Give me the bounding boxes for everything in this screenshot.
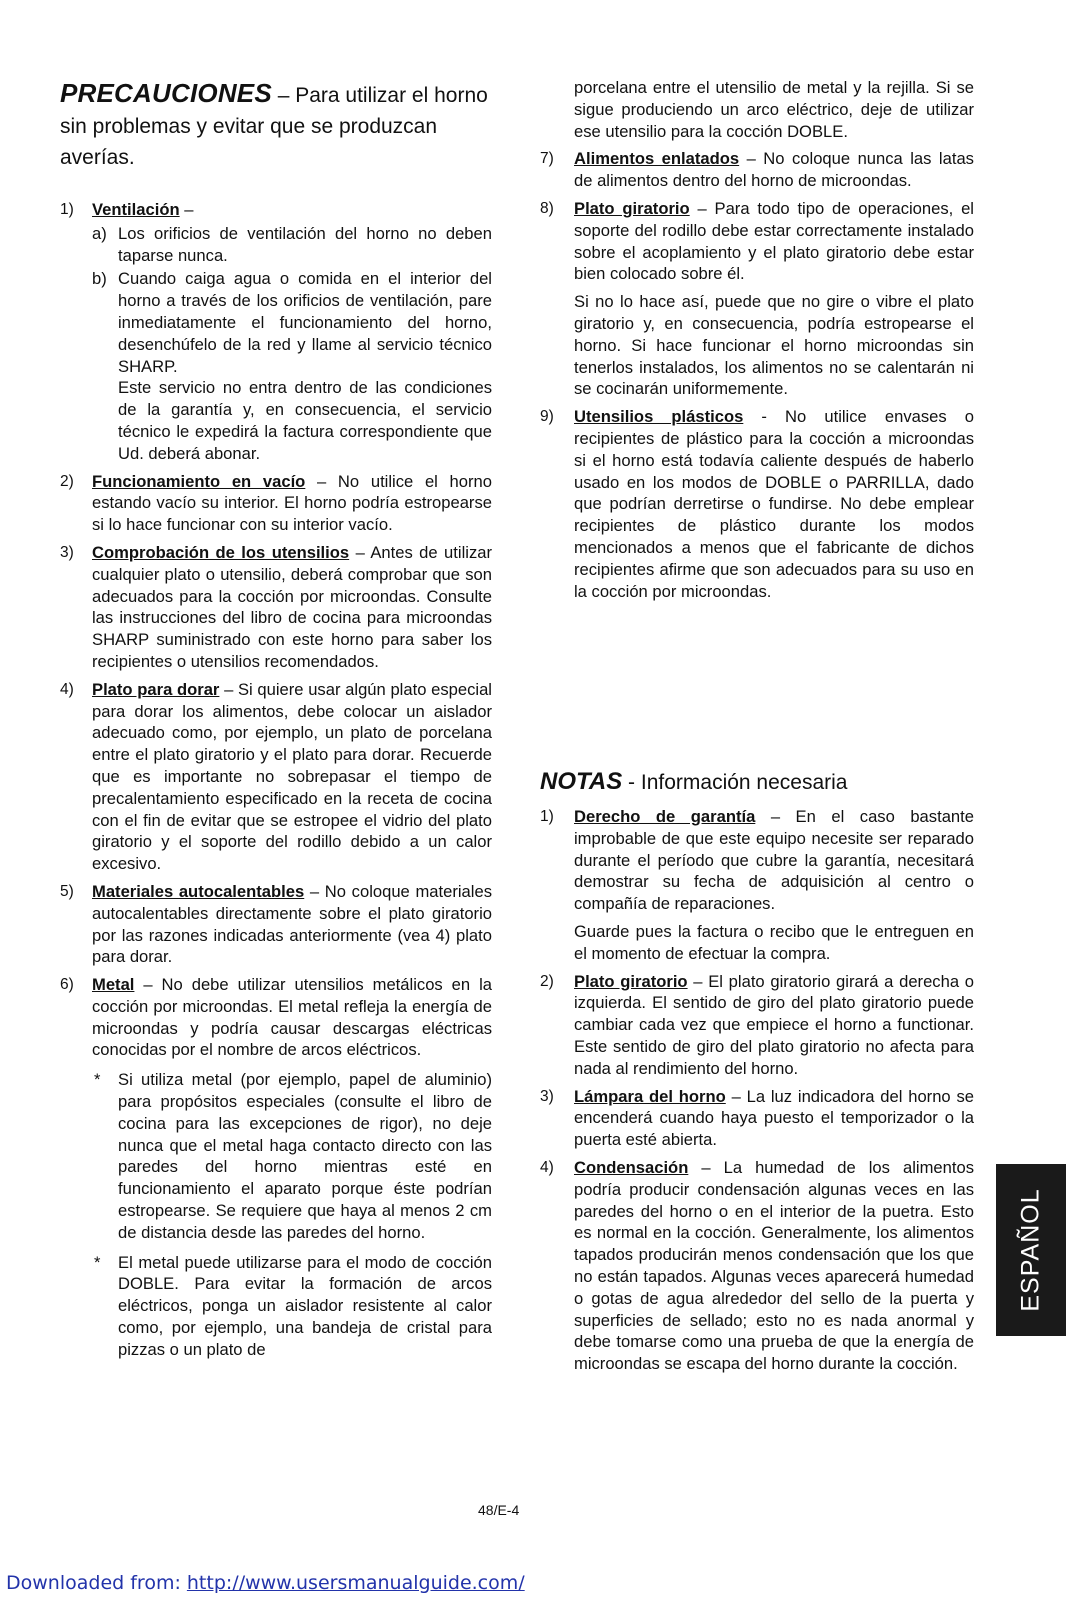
- item-text: –: [179, 200, 194, 219]
- list-item-condensacion: [540, 1157, 974, 1375]
- list-item-comprobacion: [60, 542, 492, 673]
- item-text: – Para todo tipo de operaciones, el soporte del rodillo debe estar correctamente instalado sobre el acoplamiento y el plato giratorio debe estar bien colocado sobre él.: [574, 198, 974, 284]
- item-number: 2): [540, 972, 554, 990]
- item-number: 5): [60, 882, 74, 900]
- item-number: 1): [60, 201, 74, 218]
- item-term: Plato para dorar: [92, 679, 220, 699]
- subitem-extra: Este servicio no entra dentro de las condiciones de la garantía y, en consecuencia, el servicio técnico le expedirá la factura correspondiente que Ud. deberá abonar.: [118, 378, 492, 463]
- list-item-plato-giratorio-notas: [540, 971, 974, 1080]
- precauciones-list-right: [540, 77, 974, 608]
- item-term: Plato giratorio: [574, 971, 688, 991]
- bullet-text: Si utiliza metal (por ejemplo, papel de aluminio) para propósitos especiales (consulte el libro de cocina para las excepciones de rigor), no deje nunca que el metal haga contacto directo con las paredes del horno mientras esté en funcionamiento el aparato porque éste podrían estropearse. Se requiere que haya al menos 2 cm de distancia desde las paredes del horno.: [118, 1070, 492, 1242]
- item-number: 3): [540, 1087, 554, 1105]
- item-text: – No coloque nunca las latas de alimentos dentro del horno de microondas.: [574, 149, 974, 191]
- bullet-marker: *: [94, 1070, 101, 1090]
- notas-subtitle: - Información necesaria: [622, 771, 848, 794]
- item-term: Lámpara del horno: [574, 1086, 726, 1106]
- item-number: 9): [540, 408, 554, 426]
- list-item-ventilacion: [60, 199, 492, 465]
- item-number: 6): [60, 976, 74, 994]
- list-item-plato-dorar: [60, 679, 492, 875]
- item-text: – Si quiere usar algún plato especial para dorar los alimentos, debe colocar un aislador adecuado como, por ejemplo, un plato de porcelana entre el plato giratorio y el plato para dorar. Recuerde que es importante no sobrepasar el tiempo de precalentamiento especificado en la receta de cocina con el fin de evitar que se estropee el vidrio del plato giratorio y el soporte del rodillo debido a un calor excesivo.: [92, 679, 492, 874]
- language-tab-label: ESPAÑOL: [1016, 1188, 1045, 1312]
- item-text: – El plato giratorio girará a derecha o izquierda. El sentido de giro del plato giratorio puede cambiar cada vez que empiece el horno a functionar. Este sentido de giro del plato giratorio no afecta para nada al rendimiento del horno.: [574, 971, 974, 1078]
- item-term: Utensilios plásticos: [574, 407, 744, 427]
- continuation-text: porcelana entre el utensilio de metal y la rejilla. Si se sigue produciendo un arco eléctrico, deje de utilizar ese utensilio para la cocción DOBLE.: [574, 78, 974, 141]
- item-number: 3): [60, 543, 74, 561]
- subitem-label: a): [92, 223, 107, 243]
- item-term: Plato giratorio: [574, 198, 690, 218]
- item-text: – En el caso bastante improbable de que este equipo necesite ser reparado durante el período que cubre la garantía, necesitará demostrar su fecha de adquisición al centro o compañía de reparaciones.: [574, 807, 974, 914]
- item-text: – La luz indicadora del horno se encenderá cuando haya puesto el temporizador o la puerta esté abierta.: [574, 1086, 974, 1150]
- list-item-lampara: [540, 1086, 974, 1151]
- item-number: 2): [60, 472, 74, 490]
- notas-title: NOTAS: [540, 768, 623, 795]
- item-text: – Antes de utilizar cualquier plato o utensilio, deberá comprobar que son adecuados para la cocción por microondas. Consulte las instrucciones del libro de cocina para microondas SHARP suministrado con este horno para saber los recipientes o utensilios recomendados.: [92, 542, 493, 671]
- item-number: 8): [540, 199, 554, 217]
- item-term: Funcionamiento en vacío: [92, 471, 306, 491]
- item-term: Condensación: [574, 1157, 689, 1177]
- item-term: Ventilación: [92, 200, 180, 219]
- item-number: 4): [540, 1158, 554, 1176]
- bullet-item: [92, 1252, 492, 1361]
- list-item-garantia: [540, 806, 974, 965]
- footer-link[interactable]: http://www.usersmanualguide.com/: [186, 1572, 525, 1594]
- item-term: Materiales autocalentables: [92, 881, 305, 901]
- subitem-text: Cuando caiga agua o comida en el interior del horno a través de los orificios de ventilación, pare inmediatamente el funcionamiento del horno, desenchúfelo de la red y llame al servicio técnico SHARP.: [118, 269, 492, 376]
- list-item-utensilios-plasticos: [540, 406, 974, 602]
- item-text: – No coloque materiales autocalentables directamente sobre el plato giratorio por las razones indicadas anteriormente (vea 4) plato para dorar.: [92, 881, 492, 967]
- language-tab: [996, 1164, 1066, 1336]
- item-text: – No utilice el horno estando vacío su interior. El horno podría estropearse si lo hace funcionar con su interior vacío.: [92, 471, 492, 535]
- continuation-paragraph: [540, 77, 974, 142]
- list-item-alimentos-enlatados: [540, 148, 974, 192]
- item-text: - No utilice envases o recipientes de plástico para la cocción a microondas si el horno está todavía caliente después de haberlo usado en los modos de DOBLE o PARRILLA, dado que podrían derretirse o fundirse. No debe emplear recipientes de plástico durante los modos mencionados a menos que el fabricante de dichos recipientes afirme que son adecuados para su uso en la cocción por microondas.: [574, 407, 974, 601]
- item-number: 1): [540, 808, 554, 825]
- list-item-plato-giratorio: [540, 198, 974, 400]
- item-text: – No debe utilizar utensilios metálicos en la cocción por microondas. El metal refleja la energía de microondas y podría causar descargas eléctricas conocidas por el nombre de arcos eléctricos.: [92, 975, 492, 1060]
- precauciones-list-left: [60, 199, 492, 1367]
- notas-list: [540, 806, 974, 1381]
- precauciones-title: PRECAUCIONES: [60, 78, 272, 108]
- subitem-text: Los orificios de ventilación del horno no deben taparse nunca.: [118, 223, 492, 265]
- subitem-label: b): [92, 269, 107, 289]
- item-text: – La humedad de los alimentos podría producir condensación algunas veces en las paredes del horno o en el interior de la puetra. Esto es normal en la cocción. Generalmente, los alimentos tapados producirán menos condensación que los que no están tapados. Algunas veces aparecerá humedad o gotas de agua alrededor del sello de la puerta y superficies de sellado; esto no es nada anormal y debe tomarse como una prueba de que la energía de microondas se escapa del horno durante la cocción.: [574, 1157, 974, 1374]
- footer-prefix: Downloaded from:: [6, 1572, 187, 1594]
- notas-heading: [540, 768, 848, 796]
- item-extra: Si no lo hace así, puede que no gire o vibre el plato giratorio y, en consecuencia, podría estropearse el horno. Si hace funcionar el horno microondas sin tenerlos instalados, los alimentos no se calentarán ni se cocinarán uniformemente.: [574, 292, 974, 399]
- bullet-item: [92, 1069, 492, 1243]
- precauciones-subtitle: – Para utilizar el horno sin problemas y evitar que se produzcan averías.: [60, 84, 488, 169]
- page-number: 48/E-4: [478, 1502, 520, 1518]
- item-term: Derecho de garantía: [574, 807, 756, 826]
- list-item-metal: [60, 974, 492, 1361]
- bullet-text: El metal puede utilizarse para el modo de cocción DOBLE. Para evitar la formación de arcos eléctricos, ponga un aislador resistente al calor como, por ejemplo, una bandeja de cristal para pizzas o un plato de: [118, 1252, 492, 1359]
- item-number: 4): [60, 680, 74, 698]
- item-term: Metal: [92, 975, 135, 995]
- precauciones-heading: [60, 78, 500, 173]
- item-term: Alimentos enlatados: [574, 149, 740, 169]
- bullet-marker: *: [94, 1252, 101, 1272]
- list-item-materiales: [60, 881, 492, 968]
- list-item-funcionamiento: [60, 471, 492, 536]
- item-term: Comprobación de los utensilios: [92, 542, 350, 562]
- subitem: [92, 223, 492, 267]
- item-number: 7): [540, 150, 554, 168]
- download-footer: [6, 1572, 525, 1594]
- item-extra: Guarde pues la factura o recibo que le entreguen en el momento de efectuar la compra.: [574, 921, 974, 963]
- subitem: [92, 268, 492, 464]
